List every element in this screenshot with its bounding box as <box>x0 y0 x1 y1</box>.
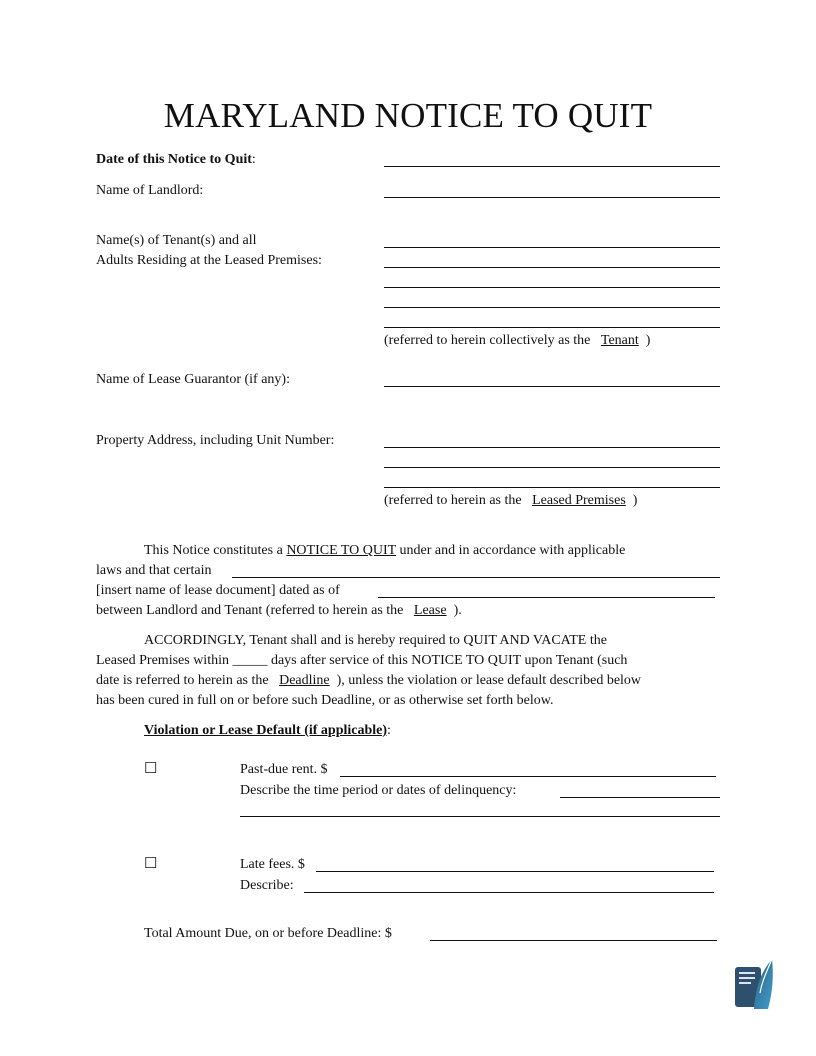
accordingly-line2: Leased Premises within _____ days after service of this NOTICE TO QUIT upon Tenant (such <box>96 653 628 668</box>
violation-heading-colon: : <box>387 723 391 738</box>
rent-amount-line[interactable] <box>340 776 716 777</box>
notice-paragraph-line4 <box>96 601 462 621</box>
p1-term-notice: NOTICE TO QUIT <box>286 543 396 558</box>
brand-logo-icon <box>734 957 774 1011</box>
notice-paragraph-line2: laws and that certain <box>96 563 212 578</box>
property-field-line[interactable] <box>384 487 720 488</box>
premises-ref-prefix: (referred to herein as the <box>384 493 522 508</box>
fees-describe-line[interactable] <box>304 892 714 893</box>
p1-term-lease: Lease <box>413 603 447 618</box>
p1-text: under and in accordance with applicable <box>399 543 626 558</box>
date-field-line[interactable] <box>384 166 720 167</box>
guarantor-label: Name of Lease Guarantor (if any): <box>96 372 290 387</box>
notice-paragraph-line1 <box>144 541 625 561</box>
p1-text: between Landlord and Tenant (referred to herein as the <box>96 603 404 618</box>
p2-text: date is referred to herein as the <box>96 673 269 688</box>
rent-describe-line2[interactable] <box>240 816 720 817</box>
rent-label: Past-due rent. $ <box>240 762 328 777</box>
rent-checkbox[interactable]: ☐ <box>144 761 158 777</box>
fees-amount-line[interactable] <box>316 871 714 872</box>
rent-describe-line[interactable] <box>560 797 720 798</box>
premises-ref-term: Leased Premises <box>532 493 626 508</box>
tenant-field-line[interactable] <box>384 267 720 268</box>
tenant-reference-note <box>384 331 650 351</box>
tenant-field-line[interactable] <box>384 247 720 248</box>
lease-date-line[interactable] <box>378 597 715 598</box>
violation-heading <box>144 721 391 741</box>
accordingly-line4: has been cured in full on or before such Deadline, or as otherwise set forth below. <box>96 693 554 708</box>
rent-describe-label: Describe the time period or dates of delinquency: <box>240 783 517 798</box>
notice-paragraph-line3: [insert name of lease document] dated as of <box>96 583 340 598</box>
total-due-line[interactable] <box>430 940 717 941</box>
date-label-wrap <box>96 150 256 170</box>
guarantor-field-line[interactable] <box>384 386 720 387</box>
property-field-line[interactable] <box>384 447 720 448</box>
tenant-ref-suffix: ) <box>645 333 651 348</box>
tenant-ref-prefix: (referred to herein collectively as the <box>384 333 591 348</box>
premises-reference-note <box>384 491 637 511</box>
tenant-ref-term: Tenant <box>600 333 639 348</box>
fees-describe-label: Describe: <box>240 878 294 893</box>
tenant-label-line1: Name(s) of Tenant(s) and all <box>96 233 257 248</box>
property-label: Property Address, including Unit Number: <box>96 433 335 448</box>
lease-name-line[interactable] <box>232 577 720 578</box>
tenant-label-line2: Adults Residing at the Leased Premises: <box>96 253 322 268</box>
accordingly-line3 <box>96 671 641 691</box>
tenant-field-line[interactable] <box>384 307 720 308</box>
property-field-line[interactable] <box>384 467 720 468</box>
violation-heading-text: Violation or Lease Default (if applicable) <box>144 723 388 738</box>
fees-checkbox[interactable]: ☐ <box>144 856 158 872</box>
landlord-field-line[interactable] <box>384 197 720 198</box>
document-title: MARYLAND NOTICE TO QUIT <box>163 96 653 135</box>
accordingly-line1: ACCORDINGLY, Tenant shall and is hereby required to QUIT AND VACATE the <box>144 633 607 648</box>
date-colon: : <box>251 152 256 167</box>
tenant-field-line[interactable] <box>384 287 720 288</box>
total-due-label: Total Amount Due, on or before Deadline: $ <box>144 926 392 941</box>
p1-text: ). <box>453 603 462 618</box>
landlord-label: Name of Landlord: <box>96 183 204 198</box>
fees-label: Late fees. $ <box>240 857 305 872</box>
p2-term-deadline: Deadline <box>279 673 330 688</box>
premises-ref-suffix: ) <box>632 493 638 508</box>
date-label: Date of this Notice to Quit <box>96 152 252 167</box>
p2-text: ), unless the violation or lease default described below <box>336 673 642 688</box>
tenant-field-line[interactable] <box>384 327 720 328</box>
p1-text: This Notice constitutes a <box>144 543 283 558</box>
